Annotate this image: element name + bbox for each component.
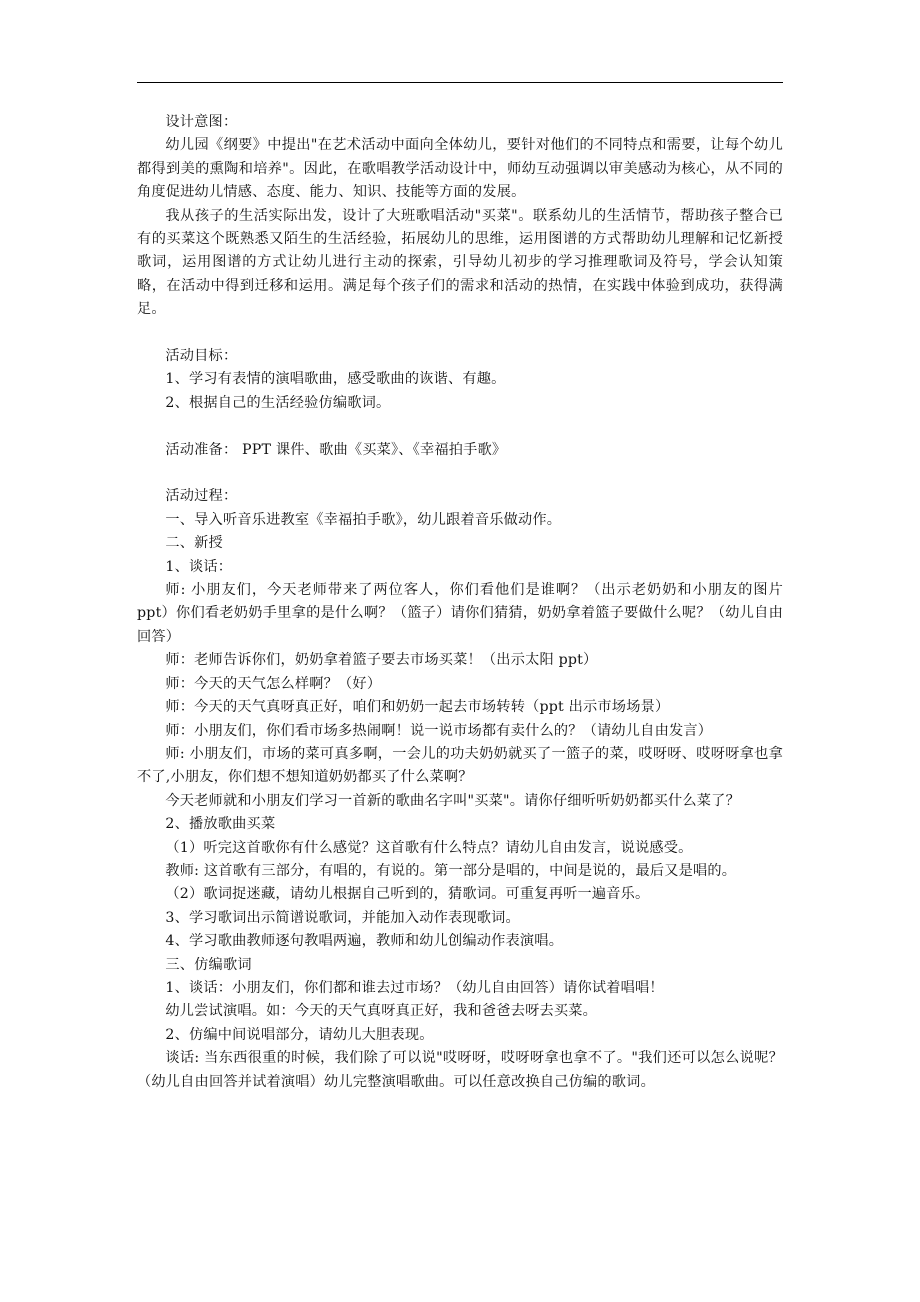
spacer <box>137 322 783 345</box>
process-line: 师: 小朋友们，今天老师带来了两位客人，你们看他们是谁啊？（出示老奶奶和小朋友的图片 ppt）你们看老奶奶手里拿的是什么啊？（篮子）请你们猜猜，奶奶拿着篮子要做什么呢？（幼儿自由回答） <box>137 582 783 645</box>
design-intent-heading: 设计意图： <box>165 114 238 130</box>
process-line: 3、学习歌词出示简谱说歌词，并能加入动作表现歌词。 <box>165 909 520 926</box>
goal-item: 1、学习有表情的演唱歌曲，感受歌曲的诙谐、有趣。 <box>165 371 506 388</box>
process-line: 1、谈话：小朋友们，你们都和谁去过市场？（幼儿自由回答）请你试着唱唱！ <box>165 979 664 996</box>
process-line: 1、谈话： <box>165 558 233 575</box>
process-line: 三、仿编歌词 <box>165 956 252 973</box>
spacer <box>137 415 783 438</box>
process-line: （2）歌词捉迷藏，请幼儿根据自己听到的，猜歌词。可重复再听一遍音乐。 <box>165 886 650 903</box>
process-line: 师：今天的天气怎么样啊？（好） <box>165 675 382 692</box>
process-line: 教师: 这首歌有三部分，有唱的，有说的。第一部分是唱的，中间是说的，最后又是唱的。 <box>165 862 737 879</box>
preparation-line: 活动准备： PPT 课件、歌曲《买菜》、《幸福拍手歌》 <box>165 441 507 458</box>
document-body <box>137 111 783 1094</box>
design-intent-paragraph: 幼儿园《纲要》中提出"在艺术活动中面向全体幼儿，要针对他们的不同特点和需要，让每个幼儿都得到美的熏陶和培养"。因此，在歌唱教学活动设计中，师幼互动强调以审美感动为核心，从不同的角度促进幼儿情感、态度、能力、知识、技能等方面的发展。 <box>137 137 783 201</box>
goals-heading: 活动目标： <box>165 348 238 365</box>
process-line: 2、播放歌曲买菜 <box>165 816 276 833</box>
process-line: 师: 小朋友们，市场的菜可真多啊，一会儿的功夫奶奶就买了一篮子的菜，哎呀呀、哎呀呀拿也拿不了,小朋友，你们想不想知道奶奶都买了什么菜啊？ <box>137 745 783 786</box>
process-line: 幼儿尝试演唱。如：今天的天气真呀真正好，我和爸爸去呀去买菜。 <box>165 1003 598 1020</box>
goal-item: 2、根据自己的生活经验仿编歌词。 <box>165 394 391 411</box>
process-line: （1）听完这首歌你有什么感觉？这首歌有什么特点？请幼儿自由发言，说说感受。 <box>165 839 693 856</box>
process-line: 2、仿编中间说唱部分，请幼儿大胆表现。 <box>165 1026 434 1043</box>
process-line: 今天老师就和小朋友们学习一首新的歌曲名字叫"买菜"。请你仔细听听奶奶都买什么菜了？ <box>165 792 740 809</box>
spacer <box>137 462 783 485</box>
process-line: 二、新授 <box>165 535 223 552</box>
header-rule <box>137 82 783 83</box>
design-intent-paragraph: 我从孩子的生活实际出发，设计了大班歌唱活动"买菜"。联系幼儿的生活情节，帮助孩子整合已有的买菜这个既熟悉又陌生的生活经验，拓展幼儿的思维，运用图谱的方式帮助幼儿理解和记忆新授歌词，运用图谱的方式让幼儿进行主动的探索，引导幼儿初步的学习推理歌词及符号，学会认知策略，在活动中得到迁移和运用。满足每个孩子们的需求和活动的热情，在实践中体验到成功，获得满足。 <box>137 207 783 318</box>
process-line: 一、导入听音乐进教室《幸福拍手歌》，幼儿跟着音乐做动作。 <box>165 511 562 528</box>
process-line: 谈话: 当东西很重的时候，我们除了可以说"哎呀呀，哎呀呀拿也拿不了。"我们还可以怎么说呢？（幼儿自由回答并试着演唱）幼儿完整演唱歌曲。可以任意改换自己仿编的歌词。 <box>137 1050 783 1090</box>
process-line: 师：老师告诉你们，奶奶拿着篮子要去市场买菜！（出示太阳 ppt） <box>165 652 598 669</box>
process-line: 师：今天的天气真呀真正好，咱们和奶奶一起去市场转转（ppt 出示市场场景） <box>165 699 670 716</box>
process-line: 4、学习歌曲教师逐句教唱两遍，教师和幼儿创编动作表演唱。 <box>165 933 564 950</box>
process-line: 师：小朋友们，你们看市场多热闹啊！说一说市场都有卖什么的？（请幼儿自由发言） <box>165 722 713 739</box>
process-heading: 活动过程： <box>165 488 238 505</box>
